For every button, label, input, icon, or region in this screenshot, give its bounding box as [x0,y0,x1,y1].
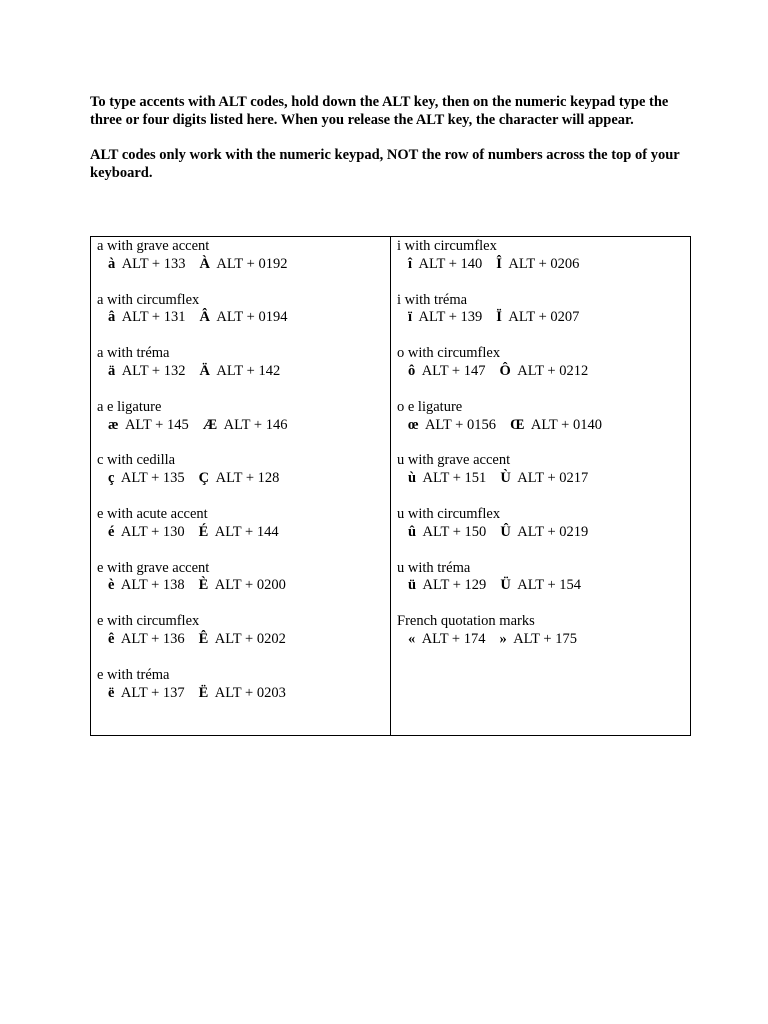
uppercase-character: » [499,630,507,647]
lowercase-character: è [108,577,115,594]
uppercase-character: Ä [199,362,210,379]
left-column [91,237,391,735]
alt-code-entry [397,238,690,292]
lowercase-character: â [108,309,116,326]
uppercase-character: Ë [198,684,209,701]
entry-codes [97,470,390,488]
uppercase-character: Î [496,255,502,272]
uppercase-character: Ô [499,362,511,379]
uppercase-alt-code: ALT + 0192 [216,255,288,272]
alt-code-entry [397,560,690,614]
entry-codes [97,256,390,274]
lowercase-alt-code: ALT + 0156 [424,416,496,433]
lowercase-character: é [108,523,115,540]
entry-label: e with grave accent [97,559,210,576]
uppercase-character: Â [199,309,210,326]
uppercase-alt-code: ALT + 144 [214,523,279,540]
entry-codes [97,524,390,542]
lowercase-alt-code: ALT + 145 [124,416,189,433]
alt-code-entry [97,667,390,721]
lowercase-character: « [408,630,416,647]
lowercase-alt-code: ALT + 129 [422,577,487,594]
entry-codes [97,309,390,327]
lowercase-alt-code: ALT + 131 [121,309,186,326]
lowercase-character: ü [408,577,417,594]
entry-label: e with tréma [97,666,170,683]
entry-label: a with tréma [97,345,170,362]
entry-codes [97,363,390,381]
lowercase-alt-code: ALT + 147 [421,362,486,379]
alt-code-entry [97,506,390,560]
lowercase-alt-code: ALT + 139 [418,309,483,326]
uppercase-character: Ù [500,470,511,487]
entry-codes [397,417,690,435]
alt-code-entry [397,292,690,346]
right-column [391,237,690,735]
alt-code-entry [97,292,390,346]
lowercase-character: î [408,255,413,272]
lowercase-alt-code: ALT + 133 [121,255,186,272]
uppercase-alt-code: ALT + 154 [517,577,582,594]
uppercase-alt-code: ALT + 0217 [517,470,589,487]
alt-code-entry [397,345,690,399]
entry-label: French quotation marks [397,613,535,630]
alt-code-entry [97,399,390,453]
lowercase-character: à [108,255,116,272]
entry-codes [397,631,690,649]
entry-codes [97,631,390,649]
uppercase-alt-code: ALT + 175 [513,630,577,647]
uppercase-alt-code: ALT + 142 [216,362,281,379]
lowercase-character: ê [108,630,115,647]
uppercase-alt-code: ALT + 0200 [214,577,286,594]
lowercase-character: ô [408,362,416,379]
entry-label: i with tréma [397,291,468,308]
lowercase-character: ù [408,470,417,487]
uppercase-alt-code: ALT + 0203 [214,684,286,701]
entry-label: u with tréma [397,559,471,576]
entry-codes [397,363,690,381]
instructions-paragraph-1: To type accents with ALT codes, hold down the ALT key, then on the numeric keypad type the three or four digits listed here. When you release the ALT key, the character will appear. [90,94,669,128]
uppercase-alt-code: ALT + 128 [215,470,280,487]
uppercase-alt-code: ALT + 0140 [530,416,602,433]
uppercase-character: Ï [496,309,502,326]
uppercase-alt-code: ALT + 0207 [508,309,580,326]
alt-code-entry [397,452,690,506]
entry-label: o with circumflex [397,345,501,362]
lowercase-alt-code: ALT + 140 [418,255,483,272]
entry-label: u with circumflex [397,505,501,522]
uppercase-character: Œ [509,416,525,433]
uppercase-character: É [198,523,209,540]
entry-label: e with circumflex [97,613,200,630]
uppercase-character: È [198,577,209,594]
lowercase-character: æ [108,416,119,433]
lowercase-character: ä [108,362,116,379]
uppercase-alt-code: ALT + 0212 [517,362,589,379]
lowercase-alt-code: ALT + 137 [120,684,185,701]
alt-code-entry [397,613,690,667]
entry-label: o e ligature [397,398,463,415]
uppercase-character: Æ [202,416,218,433]
entry-codes [97,417,390,435]
lowercase-alt-code: ALT + 135 [120,470,185,487]
uppercase-character: Ç [198,470,210,487]
entry-label: u with grave accent [397,452,511,469]
lowercase-character: œ [408,416,419,433]
entry-codes [397,524,690,542]
lowercase-character: ç [108,470,115,487]
uppercase-character: Ü [500,577,511,594]
entry-codes [397,256,690,274]
alt-code-entry [97,613,390,667]
alt-code-entry [397,399,690,453]
entry-label: a e ligature [97,398,162,415]
lowercase-alt-code: ALT + 150 [422,523,487,540]
lowercase-alt-code: ALT + 132 [121,362,186,379]
entry-label: a with circumflex [97,291,200,308]
alt-code-entry [97,238,390,292]
entry-label: c with cedilla [97,452,176,469]
entry-codes [397,309,690,327]
alt-code-entry [97,345,390,399]
alt-code-entry [97,560,390,614]
instructions [90,94,690,200]
entry-label: i with circumflex [397,238,497,254]
lowercase-alt-code: ALT + 136 [120,630,185,647]
entry-codes [397,577,690,595]
instructions-paragraph-2: ALT codes only work with the numeric keypad, NOT the row of numbers across the top of your keyboard. [90,147,680,181]
entry-codes [97,577,390,595]
uppercase-character: Û [500,523,511,540]
uppercase-character: À [199,255,210,272]
entry-label: e with acute accent [97,505,208,522]
uppercase-alt-code: ALT + 0194 [216,309,288,326]
lowercase-character: û [408,523,417,540]
entry-label: a with grave accent [97,238,210,254]
alt-code-entry [97,452,390,506]
entry-codes [397,470,690,488]
lowercase-alt-code: ALT + 130 [120,523,185,540]
alt-code-table [90,236,691,736]
lowercase-alt-code: ALT + 138 [120,577,185,594]
alt-code-entry [397,506,690,560]
lowercase-alt-code: ALT + 151 [422,470,487,487]
uppercase-alt-code: ALT + 0206 [508,255,580,272]
uppercase-character: Ê [198,630,209,647]
lowercase-character: ë [108,684,115,701]
uppercase-alt-code: ALT + 146 [223,416,288,433]
lowercase-character: ï [408,309,413,326]
uppercase-alt-code: ALT + 0219 [517,523,589,540]
lowercase-alt-code: ALT + 174 [421,630,486,647]
entry-codes [97,685,390,703]
uppercase-alt-code: ALT + 0202 [214,630,286,647]
